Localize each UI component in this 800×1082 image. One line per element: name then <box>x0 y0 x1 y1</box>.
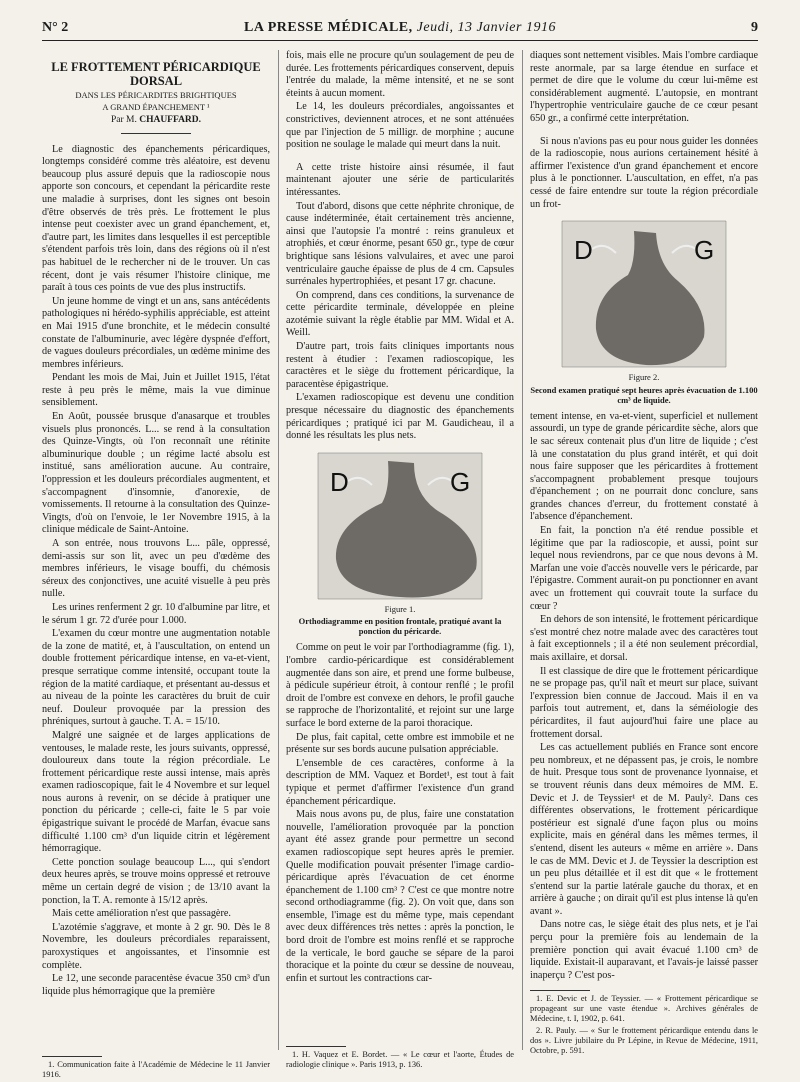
orthodiagram-image <box>544 219 744 369</box>
paragraph: Les cas actuellement publiés en France sont encore peu nombreux, et ne dépassent pas, je crois, le nombre de huit. Presque tous sont de provenance lyonnaise, et se trouvent réunis dans deux mémoires de MM. E. Devic et J. de Teyssier¹ et de M. Pauly². Dans ces différentes observations, le frottement péricardique postérieur est signalé d'une façon plus ou moins explicite, mais en général dans les mêmes termes, il s'entend, disent les auteurs « même en arrière ». Dans le cas de MM. Devic et J. de Teyssier la description est un peu plus détaillée et il est dit que « le frottement s'entend sur la partie latérale gauche du thorax, et en arrière à gauche ; on dirait qu'il est plus intense là qu'en avant ». <box>530 742 758 917</box>
figure-caption: Second examen pratiqué sept heures après évacuation de 1.100 cm³ de liquide. <box>530 384 758 405</box>
paragraph: Malgré une saignée et de larges applications de ventouses, le malade reste, les jours suivants, oppressé, douloureux dans toute la région précordiale. Le frottement péricardique reste aussi intense, mais après examen radioscopique, fait le 4 Novembre et sur lequel nous aurons à revenir, on se décide à pratiquer une ponction du péricarde ; celle-ci, faite le 5 par voie épigastrique suivant le procédé de Marfan, évacue sans difficulté 1.100 cm³ d'un liquide citrin et légèrement hémorragique. <box>42 729 270 855</box>
paragraph: Comme on peut le voir par l'orthodiagramme (fig. 1), l'ombre cardio-péricardique est considérablement augmentée dans son aire, et prend une forme bulbeuse, à pédicule supérieur étroit, à contour renflé ; le profil droit de l'ombre est convexe en dehors, le profil gauche se rapproche de l'horizontalité, et rejoint sur une large surface le bord externe de la paroi thoracique. <box>286 642 514 729</box>
paragraph: En dehors de son intensité, le frottement péricardique s'est montré chez notre malade avec des caractères tout à fait exceptionnels ; il a été non seulement précordial, mais axillaire, et dorsal. <box>530 614 758 663</box>
paragraph: Mais cette amélioration n'est que passagère. <box>52 908 231 920</box>
paragraph: fois, mais elle ne procure qu'un soulagement de peu de durée. Les frottements péricardiques conservent, depuis l'entrée du malade, la même intensité, et ne se sont éteints à aucun moment. <box>286 50 514 99</box>
paragraph: Le 12, une seconde paracentèse évacue 350 cm³ d'un liquide plus hémorragique que la première <box>42 973 270 997</box>
figure-caption: Orthodiagramme en position frontale, pratiqué avant la ponction du péricarde. <box>298 616 502 637</box>
footnotes <box>42 1056 270 1080</box>
column-rule <box>278 50 279 1050</box>
column-rule <box>522 50 523 1050</box>
article-author <box>42 114 270 127</box>
issue-date: Jeudi, 13 Janvier 1916 <box>416 20 556 35</box>
figure-2 <box>530 219 758 405</box>
footnote-separator <box>42 1056 102 1057</box>
paragraph: Le diagnostic des épanchements péricardiques, longtemps considéré comme très aléatoire, est devenu beaucoup plus assuré depuis que la radioscopie nous apporte son concours, et cependant la péricardite reste une maladie à surprises, dont les signes ont besoin d'être observés de très près. Le frottement le plus intense peut coexister avec un grand épanchement, et, d'autre part, les limites dans lesquelles il est perceptible s'étendent parfois très loin, dans des régions où il n'est pas habituel de le rechercher ni de le trouver. Un cas récent, dont je vais résumer l'histoire clinique, me paraît à tous ces points de vue des plus instructifs. <box>42 143 270 294</box>
label-g: G <box>450 466 471 497</box>
paragraph: L'examen radioscopique est devenu une condition presque nécessaire du diagnostic des épanchements péricardiques ; pratiqué ici par M. Gaudicheau, il a donné les résultats les plus nets. <box>286 392 514 442</box>
figure-title: Figure 1. <box>384 603 416 614</box>
orthodiagram-image <box>300 451 500 601</box>
paragraph: Cette ponction soulage beaucoup L..., qui s'endort deux heures après, se trouve moins oppressé et retrouve même un certain degré de vision ; de 13/10 avant la ponction, la T. A. remonte à 15/12 après. <box>42 856 270 906</box>
paragraph: L'examen du cœur montre une augmentation notable de la zone de matité, et, à l'auscultation, on entend un double frottement péricardique intense, en va-et-vient, presque serratique comme intensité, occupant toute la région de la matité cardiaque, et présentant au-dessus et au niveau de la pointe les caractères du bruit de cuir neuf. Douleur provoquée par la pression des phréniques, surtout à gauche. T. A. = 15/10. <box>42 628 270 728</box>
title-separator <box>121 133 191 134</box>
footnote-separator <box>530 990 590 991</box>
paragraph: Mais nous avons pu, de plus, faire une constatation nouvelle, l'amélioration provoquée par la ponction ayant été assez grande pour permettre un second examen radioscopique sept heures après le premier. Quelle modification pouvait présenter l'image cardio-péricardique après l'évacuation de cet énorme épanchement de 1.100 cm³ ? C'est ce que montre notre second orthodiagramme (fig. 2). On voit que, dans son ensemble, l'image est du même type, mais cependant avec deux différences très nettes : après la ponction, le bord droit de l'ombre est moins renflé et se rapproche de la verticale, le bord gauche se sépare de la paroi thoracique et la pointe du cœur se dessine de nouveau, enfin et surtout les contractions car- <box>286 809 514 984</box>
running-title <box>42 20 758 36</box>
page-header <box>42 18 758 41</box>
paragraph: Les urines renferment 2 gr. 10 d'albumine par litre, et le sérum 1 gr. 72 d'urée pour 1.000. <box>42 601 270 626</box>
page-number: 9 <box>751 20 758 35</box>
author-prefix: Par M. <box>110 115 137 125</box>
footnote: 1. E. Devic et J. de Teyssier. — « Frottement péricardique se propageant sur une vaste étendue ». Archives générales de Médecine, t. I, 1902, p. 641. <box>530 994 758 1024</box>
footnote: 2. R. Pauly. — « Sur le frottement péricardique entendu dans le dos ». Livre jubilaire du Pr Lépine, in Revue de Médecine, 1911, Octobre, p. 591. <box>530 1025 758 1056</box>
paragraph: L'ensemble de ces caractères, conforme à la description de MM. Vaquez et Bordet¹, est tout à fait typique et permet d'affirmer l'existence d'un grand épanchement péricardique. <box>286 757 514 807</box>
footnotes <box>530 990 758 1056</box>
article-subtitle: DANS LES PÉRICARDITES BRIGHTIQUES <box>75 90 237 100</box>
article-title: LE FROTTEMENT PÉRICARDIQUE DORSAL <box>51 60 261 88</box>
paragraph: Le 14, les douleurs précordiales, angoissantes et constrictives, deviennent atroces, et ne sont atténuées que par l'injection de 5 milligr. de morphine ; aucune position ne soulage le malade qui meurt dans la nuit. <box>286 101 514 151</box>
paragraph: D'autre part, trois faits cliniques importants nous restent à étudier : l'examen radioscopique, les caractères et le siège du frottement péricardique, la paracentèse épigastrique. <box>286 341 514 390</box>
label-d: D <box>574 235 593 266</box>
journal-name: LA PRESSE MÉDICALE, <box>244 20 413 35</box>
paragraph: diaques sont nettement visibles. Mais l'ombre cardiaque reste anormale, par sa large étendue en surface et permet de dire que le volume du cœur lui-même est considérablement augmenté. L'autopsie, en montrant l'hypertrophie ventriculaire gauche de ce cœur pesant 650 gr., a confirmé cette interprétation. <box>530 50 758 124</box>
paragraph: De plus, fait capital, cette ombre est immobile et ne présente sur ses bords aucune pulsation appréciable. <box>286 731 514 756</box>
paragraph: En fait, la ponction n'a été rendue possible et légitime que par la radioscopie, et aussi, point sur lequel nous reviendrons, par ce que nous devons à M. Marfan une voie d'accès nouvelle vers le péricarde, par l'épigastre. Comment aurait-on pu ponctionner en avant avec un frottement qui couvrait toute la surface du cœur ? <box>530 525 758 612</box>
figure-title: Figure 2. <box>628 372 660 383</box>
paragraph: Dans notre cas, le siège était des plus nets, et je l'ai perçu pour la première fois au lendemain de la première ponction qui avait évacué 1.100 cm³ de liquide. Existait-il auparavant, et l'avais-je laissé passer inaperçu ? C'est pos- <box>530 919 758 981</box>
article-subtitle: A GRAND ÉPANCHEMENT ¹ <box>102 102 210 112</box>
paragraph: Pendant les mois de Mai, Juin et Juillet 1915, l'état reste à peu près le même, mais la vue diminue sensiblement. <box>42 372 270 409</box>
footnote-separator <box>286 1046 346 1047</box>
paragraph: Si nous n'avions pas eu pour nous guider les données de la radioscopie, nous aurions certainement hésité à affirmer l'existence d'un grand épanchement et encore plus à le ponctionner. L'auscultation, en effet, n'a pas cessé de faire entendre sur toute la région précordiale un frot- <box>530 135 758 210</box>
column-3 <box>530 50 758 1056</box>
footnote: 1. H. Vaquez et E. Bordet. — « Le cœur et l'aorte, Études de radiologie clinique ». Paris 1913, p. 136. <box>286 1050 514 1070</box>
column-2 <box>286 50 514 1070</box>
footnotes <box>286 1046 514 1070</box>
paragraph: tement intense, en va-et-vient, superficiel et nullement assourdi, un type de grande péricardite sèche, alors que le sac séreux contenait plus d'un litre de liquide ; c'est là une constatation du plus grand intérêt, et qui doit nous faire supposer que les péricardites à frottement s'accompagnent probablement presque toujours d'épanchement ; on ne pourrait donc conclure, sans grandes chances d'erreur, du frottement constaté à l'absence d'épanchement. <box>530 410 758 523</box>
label-d: D <box>330 466 349 497</box>
paragraph: Un jeune homme de vingt et un ans, sans antécédents pathologiques ni hérédo-syphilis appréciable, est atteint en Mai 1915 d'une bronchite, et le médecin consulté constate de l'albuminurie, avec légère dyspnée d'effort, de vagues douleurs précordiales, un œdème minime des membres inférieurs. <box>42 295 270 370</box>
column-1 <box>42 50 270 1080</box>
paragraph: On comprend, dans ces conditions, la survenance de cette péricardite terminale, développée en pleine azotémie suivant la règle établie par MM. Widal et A. Weill. <box>286 289 514 339</box>
issue-number: N° 2 <box>42 20 69 35</box>
paragraph: En Août, poussée brusque d'anasarque et troubles visuels plus prononcés. L... se rend à la consultation des Quinze-Vingts, où l'on reconnaît une rétinite albuminurique double ; un régime lacté absolu est institué, sans amélioration aucune. Au contraire, l'oppression et les douleurs précordiales augmentent, et s'accompagnent d'insomnie, d'anorexie, de vomissements. Il retourne à la consultation des Quinze-Vingts, d'où on l'envoie, le 1er Novembre 1915, à la clinique médicale de Saint-Antoine. <box>42 411 270 536</box>
paragraph: L'azotémie s'aggrave, et monte à 2 gr. 90. Dès le 8 Novembre, les douleurs précordiales reparaissent, paroxystiques et angoissantes, et l'insomnie est complète. <box>42 921 270 971</box>
paragraph: Il est classique de dire que le frottement péricardique ne se propage pas, qu'il naît et meurt sur place, suivant l'expression bien connue de Jaccoud. Mais il en va parfois tout autrement, et, dans la séméiologie des péricardites, il faut aujourd'hui faire une place au frottement dorsal. <box>530 665 758 740</box>
figure-1 <box>286 451 514 637</box>
paragraph: Tout d'abord, disons que cette néphrite chronique, de cause indéterminée, était certainement très ancienne, ainsi que l'autopsie l'a montré : reins granuleux et atrophiés, et cœur énorme, pesant 650 gr., type de cœur brightique sans lésions valvulaires, et avec une paroi ventriculaire gauche épaisse de plus de 4 cm. Capsules surrénales hypertrophiées, et pesant 17 gr. chacune. <box>286 200 514 288</box>
author-name: CHAUFFARD. <box>139 115 202 125</box>
paragraph: A son entrée, nous trouvons L... pâle, oppressé, demi-assis sur son lit, avec un peu d'œdème des membres inférieurs, le visage bouffi, du chémosis séreux des conjonctives, une acuité visuelle à peu près nulle. <box>42 538 270 600</box>
label-g: G <box>694 235 715 266</box>
paragraph: A cette triste histoire ainsi résumée, il faut maintenant ajouter une série de particularités intéressantes. <box>286 161 514 198</box>
footnote: 1. Communication faite à l'Académie de Médecine le 11 Janvier 1916. <box>42 1060 270 1080</box>
